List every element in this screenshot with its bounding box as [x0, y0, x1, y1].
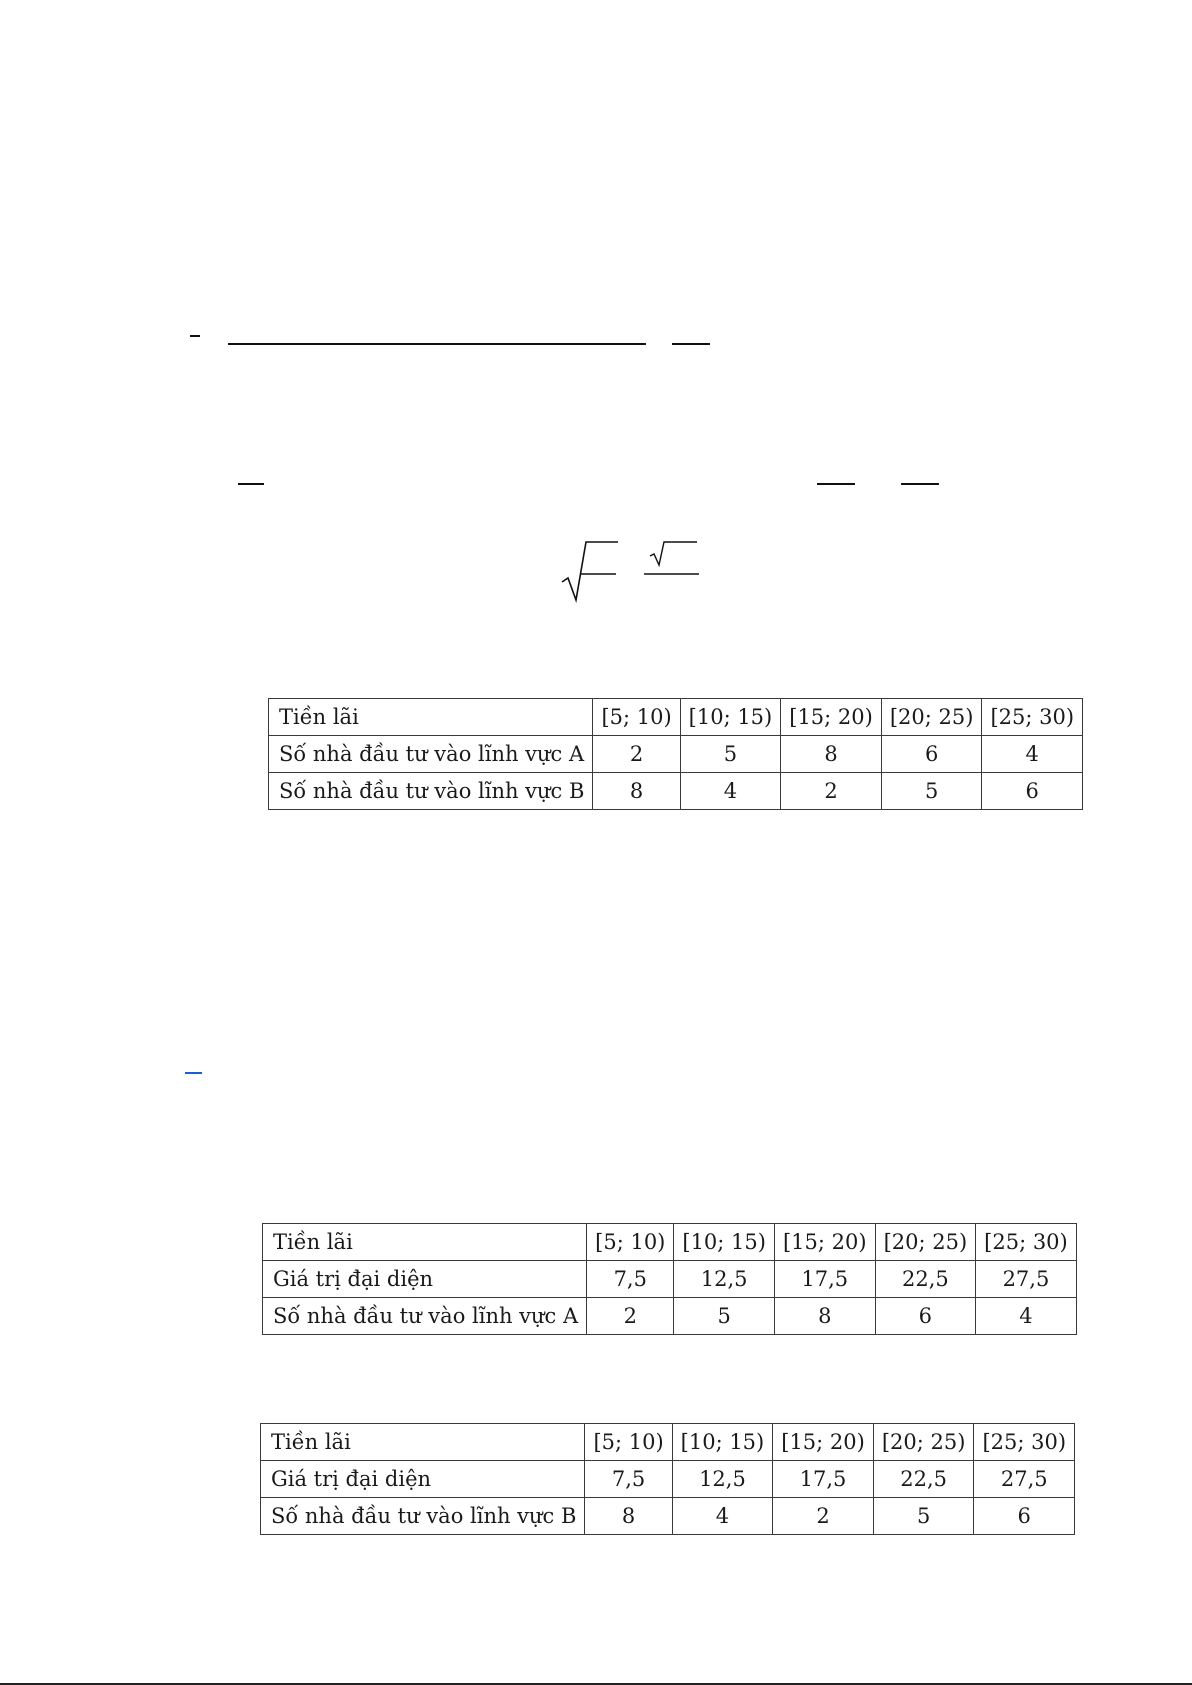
cell: 2 — [781, 773, 882, 810]
header-cell: [5; 10) — [585, 1424, 672, 1461]
table-representative-values-a — [262, 1223, 1077, 1335]
table-row — [263, 1298, 1077, 1335]
header-cell: [5; 10) — [587, 1224, 674, 1261]
cell: 4 — [982, 736, 1083, 773]
header-cell: [10; 15) — [680, 699, 781, 736]
table-row — [263, 1261, 1077, 1298]
header-cell: Tiền lãi — [261, 1424, 585, 1461]
row-label: Giá trị đại diện — [263, 1261, 587, 1298]
cell: 7,5 — [587, 1261, 674, 1298]
cell: 4 — [672, 1498, 773, 1535]
header-cell: [20; 25) — [875, 1224, 976, 1261]
cell: 2 — [587, 1298, 674, 1335]
cell: 2 — [593, 736, 680, 773]
table-row — [261, 1498, 1075, 1535]
square-root-sign — [560, 538, 620, 604]
table-row — [261, 1461, 1075, 1498]
cell: 6 — [974, 1498, 1075, 1535]
header-cell: [25; 30) — [976, 1224, 1077, 1261]
header-cell: Tiền lãi — [269, 699, 593, 736]
cell: 27,5 — [974, 1461, 1075, 1498]
fraction-bar — [238, 483, 264, 485]
header-cell: Tiền lãi — [263, 1224, 587, 1261]
header-cell: [15; 20) — [774, 1224, 875, 1261]
table-row — [269, 773, 1083, 810]
cell: 5 — [674, 1298, 775, 1335]
cell: 17,5 — [773, 1461, 874, 1498]
table-header-row — [263, 1224, 1077, 1261]
cell: 17,5 — [774, 1261, 875, 1298]
cell: 4 — [680, 773, 781, 810]
cell: 6 — [881, 736, 982, 773]
cell: 8 — [585, 1498, 672, 1535]
row-label: Số nhà đầu tư vào lĩnh vực B — [261, 1498, 585, 1535]
cell: 5 — [680, 736, 781, 773]
cell: 8 — [781, 736, 882, 773]
header-cell: [15; 20) — [773, 1424, 874, 1461]
cell: 22,5 — [875, 1261, 976, 1298]
fraction-bar — [817, 483, 855, 485]
cell: 8 — [593, 773, 680, 810]
row-label: Giá trị đại diện — [261, 1461, 585, 1498]
fraction-bar — [228, 343, 646, 345]
row-label: Số nhà đầu tư vào lĩnh vực A — [263, 1298, 587, 1335]
cell: 2 — [773, 1498, 874, 1535]
link-underline[interactable] — [185, 1072, 202, 1074]
table-header-row — [269, 699, 1083, 736]
row-label: Số nhà đầu tư vào lĩnh vực A — [269, 736, 593, 773]
table-row — [269, 736, 1083, 773]
table-representative-values-b — [260, 1423, 1075, 1535]
cell: 7,5 — [585, 1461, 672, 1498]
cell: 5 — [881, 773, 982, 810]
fraction-bar — [190, 335, 200, 337]
header-cell: [10; 15) — [674, 1224, 775, 1261]
cell: 27,5 — [976, 1261, 1077, 1298]
cell: 6 — [982, 773, 1083, 810]
fraction-bar — [901, 483, 939, 485]
table-header-row — [261, 1424, 1075, 1461]
header-cell: [25; 30) — [974, 1424, 1075, 1461]
header-cell: [5; 10) — [593, 699, 680, 736]
cell: 8 — [774, 1298, 875, 1335]
cell: 4 — [976, 1298, 1077, 1335]
table-investors-a-b — [268, 698, 1083, 810]
cell: 22,5 — [873, 1461, 974, 1498]
cell: 5 — [873, 1498, 974, 1535]
header-cell: [20; 25) — [873, 1424, 974, 1461]
square-root-sign — [642, 538, 702, 578]
cell: 12,5 — [672, 1461, 773, 1498]
header-cell: [10; 15) — [672, 1424, 773, 1461]
cell: 12,5 — [674, 1261, 775, 1298]
row-label: Số nhà đầu tư vào lĩnh vực B — [269, 773, 593, 810]
header-cell: [25; 30) — [982, 699, 1083, 736]
cell: 6 — [875, 1298, 976, 1335]
fraction-bar — [672, 343, 710, 345]
header-cell: [20; 25) — [881, 699, 982, 736]
header-cell: [15; 20) — [781, 699, 882, 736]
